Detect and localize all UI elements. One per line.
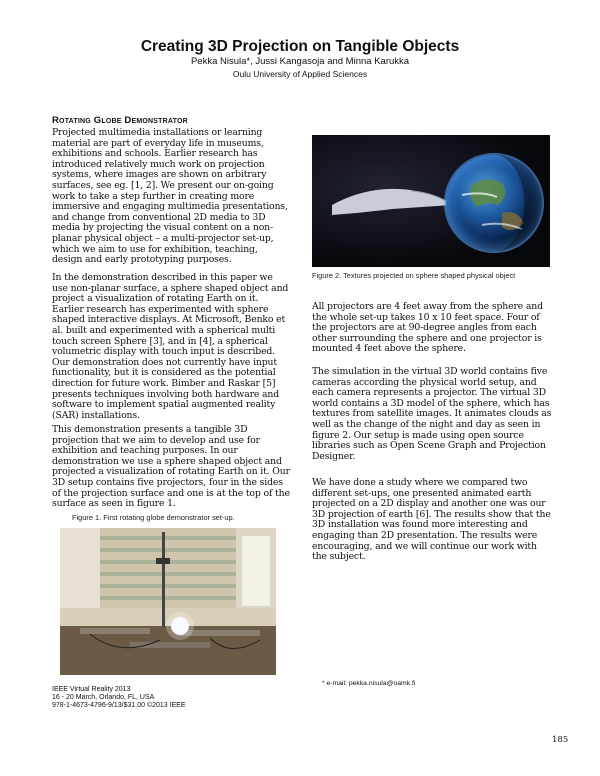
- figure-1-photo: [60, 528, 276, 675]
- left-paragraph-1: Projected multimedia installations or learning material are part of everyday life in museums, exhibitions and schools. Earlier research has introduced relatively much work on projection systems, where images are shown on arbitrary surfaces, see eg. [1, 2]. We present our on-going work to take a step further in creating more immersive and engaging multimedia presentations, and change from conventional 2D media to 3D media by projecting the visual content on a non-planar physical object – a multi-projector set-up, which we aim to use for exhibition, teaching, design and early prototyping purposes.: [52, 127, 288, 266]
- right-paragraph-2: The simulation in the virtual 3D world contains five cameras according the physical world setup, and each camera represents a projector. The virtual 3D world contains a 3D model of the sphere, which has textures from satellite images. It animates clouds as well as the change of the night and day as seen in figure 2. Our setup is made using open source libraries such as Open Scene Graph and Projection Designer.: [312, 366, 552, 462]
- figure-2-caption: Figure 2. Textures projected on sphere shaped physical object: [312, 271, 516, 280]
- affiliation: Oulu University of Applied Sciences: [232, 69, 368, 79]
- left-paragraph-2: In the demonstration described in this paper we use non-planar surface, a sphere shaped object and project a visualization of rotating Earth on it. Earlier research has experimented with sphere shaped interactive displays. At Microsoft, Benko et al. built and experimented with a spherical multi touch screen Sphere [3], and in [4], a spherical volumetric display with touch input is described. Our demonstration does not currently have input functionality, but it is considered as the potential direction for future work. Bimber and Raskar [5] presents techniques involving both hardware and software to implement spatial augmented reality (SAR) installations.: [52, 272, 289, 421]
- figure-1-caption: Figure 1. First rotating globe demonstrator set-up.: [72, 513, 235, 522]
- right-paragraph-1: All projectors are 4 feet away from the sphere and the whole set-up takes 10 x 10 feet space. Four of the projectors are at 90-degree angles from each other surrounding the sphere and one projector is mounted 4 feet above the sphere.: [312, 301, 543, 355]
- page-number: 185: [552, 735, 569, 745]
- right-paragraph-3: We have done a study where we compared two different set-ups, one presented animated earth projected on a 2D display and another one was our 3D projection of earth [6]. The results show that the 3D installation was found more interesting and engaging than 2D presentation. The results were encouraging, and we will continue our work with the subject.: [312, 477, 551, 563]
- footer-line-2: 16 - 20 March, Orlando, FL, USA: [52, 694, 155, 702]
- conference-footer: [52, 686, 186, 711]
- footnote-email: * e-mail: pekka.nisula@oamk.fi: [322, 680, 416, 687]
- room-setup-image: [60, 528, 276, 675]
- footer-line-3: 978-1-4673-4796-9/13/$31.00 ©2013 IEEE: [52, 702, 186, 710]
- section-heading: Rotating Globe Demonstrator: [52, 115, 188, 126]
- paper-title: Creating 3D Projection on Tangible Objects: [140, 38, 460, 55]
- globe-projection-image: [312, 135, 550, 267]
- footer-line-1: IEEE Virtual Reality 2013: [52, 686, 131, 693]
- left-paragraph-3: This demonstration presents a tangible 3D projection that we aim to develop and use for exhibition and teaching purposes. In our demonstration we use a sphere shaped object and projected a visualization of rotating Earth on it. Our 3D setup contains five projectors, four in the sides of the projection surface and one is at the top of the surface as seen in figure 1.: [52, 424, 290, 510]
- figure-2-photo: [312, 135, 550, 267]
- authors: Pekka Nisula*, Jussi Kangasoja and Minna Karukka: [190, 56, 410, 67]
